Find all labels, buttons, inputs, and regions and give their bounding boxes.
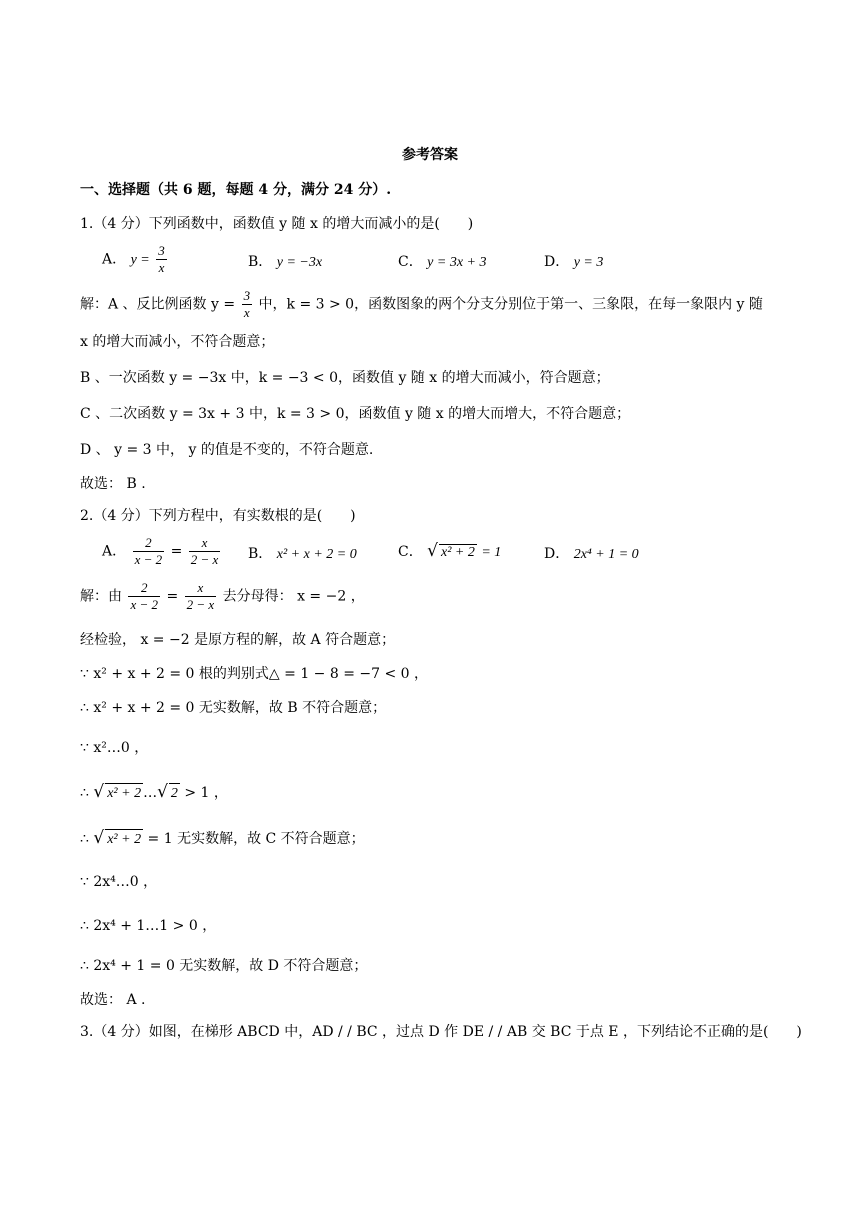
q2-step-8: ∵ 2x⁴…0 ， — [80, 874, 158, 890]
q1-option-b-label: B． — [248, 254, 273, 270]
q2-step-6-radicand2: 2 — [169, 783, 180, 804]
q2-option-d — [544, 543, 639, 563]
sqrt-symbol-icon: √ — [427, 541, 439, 561]
q2-step-1-fraction2 — [185, 580, 217, 613]
q2-option-a-label: A． — [102, 543, 127, 560]
q1-option-c — [398, 251, 487, 271]
q1-solution-a-num: 3 — [243, 288, 251, 303]
q2-option-c — [398, 541, 501, 561]
sqrt-symbol-icon: √ — [93, 828, 105, 848]
q2-option-c-label: C． — [398, 544, 423, 560]
sqrt-symbol-icon: √ — [157, 782, 168, 802]
q2-option-d-expr: 2x⁴ + 1 = 0 — [573, 547, 639, 562]
q1-option-a — [102, 243, 169, 276]
q2-step-4: ∴ x² + x + 2 = 0 无实数解，故 B 不符合题意； — [80, 700, 387, 716]
q1-option-b-expr: y = −3x — [276, 255, 323, 270]
q2-answer: 故选： A . — [80, 992, 146, 1008]
q1-solution-a-den: x — [243, 305, 250, 320]
q1-option-a-label: A． — [102, 251, 127, 268]
q1-option-a-num: 3 — [158, 243, 165, 258]
q2-step-7-post: = 1 无实数解，故 C 不符合题意； — [147, 831, 365, 847]
q1-solution-d: D 、 y = 3 中， y 的值是不变的，不符合题意. — [80, 442, 374, 458]
q2-option-c-radicand: x² + 2 — [441, 545, 475, 560]
q2-option-a-fraction2 — [189, 535, 221, 568]
q2-option-b — [248, 543, 357, 563]
q1-option-d-expr: y = 3 — [573, 255, 604, 270]
q1-stem: 1.（4 分）下列函数中，函数值 y 随 x 的增大而减小的是( ) — [80, 216, 474, 232]
q2-step-6 — [80, 782, 228, 804]
q1-solution-a — [80, 288, 763, 321]
q2-option-a — [102, 535, 222, 568]
q2-step-10: ∴ 2x⁴ + 1 = 0 无实数解，故 D 不符合题意； — [80, 958, 368, 974]
q2-option-a-num2: x — [189, 535, 221, 552]
q2-step-6-radicand: x² + 2 — [105, 783, 143, 804]
q2-step-2: 经检验， x = −2 是原方程的解，故 A 符合题意； — [80, 632, 396, 648]
q2-step-1-num1: 2 — [128, 580, 160, 597]
q2-step-1-eq: = — [166, 588, 179, 605]
q2-option-c-rest: = 1 — [481, 545, 502, 560]
q1-solution-a-fraction — [242, 288, 253, 321]
q2-step-1-den2: 2 − x — [186, 597, 215, 612]
q2-step-1-post: 去分母得： x = −2 ， — [222, 588, 365, 605]
page-title: 参考答案 — [402, 147, 458, 163]
q1-solution-b: B 、一次函数 y = −3x 中，k = −3 < 0，函数值 y 随 x 的增大而减小，符合题意； — [80, 370, 610, 386]
q2-step-1-num2: x — [185, 580, 217, 597]
q2-option-d-label: D． — [544, 546, 570, 562]
q1-solution-a-cont: x 的增大而减小，不符合题意； — [80, 334, 275, 350]
sqrt-symbol-icon: √ — [93, 782, 105, 802]
q1-option-a-fraction — [156, 243, 167, 276]
q2-option-a-fraction1 — [133, 535, 165, 568]
q1-solution-a-text2: 中，k = 3 > 0，函数图象的两个分支分别位于第一、三象限，在每一象限内 y 随 — [258, 296, 763, 313]
q2-option-a-eq: = — [170, 543, 183, 560]
q2-step-6-mid: … — [143, 785, 158, 801]
q2-step-7-radicand: x² + 2 — [105, 829, 143, 850]
q1-option-c-expr: y = 3x + 3 — [427, 255, 487, 270]
q1-solution-c: C 、二次函数 y = 3x + 3 中，k = 3 > 0，函数值 y 随 x 的增大而增大，不符合题意； — [80, 406, 631, 422]
q2-step-6-post: > 1 ， — [184, 785, 228, 801]
q2-step-7-pre: ∴ — [80, 831, 89, 847]
q1-answer: 故选： B . — [80, 476, 146, 492]
q2-step-5: ∵ x²…0 ， — [80, 740, 149, 756]
q2-option-a-num1: 2 — [133, 535, 165, 552]
q1-option-a-expr: y = — [130, 252, 150, 268]
q2-option-a-den2: 2 − x — [190, 552, 219, 567]
q1-option-c-label: C． — [398, 254, 423, 270]
q2-step-1-fraction1 — [128, 580, 160, 613]
q1-option-a-den: x — [158, 260, 165, 275]
q2-step-3: ∵ x² + x + 2 = 0 根的判别式△ = 1 − 8 = −7 < 0 ， — [80, 666, 429, 682]
q2-step-6-pre: ∴ — [80, 785, 89, 801]
q1-option-d-label: D． — [544, 254, 570, 270]
q1-solution-a-text1: 解：A 、反比例函数 y = — [80, 296, 236, 313]
q2-step-1 — [80, 580, 365, 613]
q2-step-1-den1: x − 2 — [130, 597, 158, 612]
section-heading: 一、选择题（共 6 题，每题 4 分，满分 24 分）. — [80, 182, 392, 198]
q1-option-b — [248, 251, 322, 271]
q1-option-d — [544, 251, 603, 271]
q2-option-b-expr: x² + x + 2 = 0 — [276, 547, 357, 562]
q2-step-1-pre: 解：由 — [80, 588, 122, 605]
q2-option-a-den1: x − 2 — [134, 552, 163, 567]
q2-step-9: ∴ 2x⁴ + 1…1 > 0 ， — [80, 918, 217, 934]
q2-step-7 — [80, 828, 365, 850]
q2-stem: 2.（4 分）下列方程中，有实数根的是( ) — [80, 508, 356, 524]
q3-stem: 3.（4 分）如图，在梯形 ABCD 中，AD / / BC ，过点 D 作 DE / / AB 交 BC 于点 E ，下列结论不正确的是( ) — [80, 1024, 802, 1040]
q2-option-b-label: B． — [248, 546, 273, 562]
